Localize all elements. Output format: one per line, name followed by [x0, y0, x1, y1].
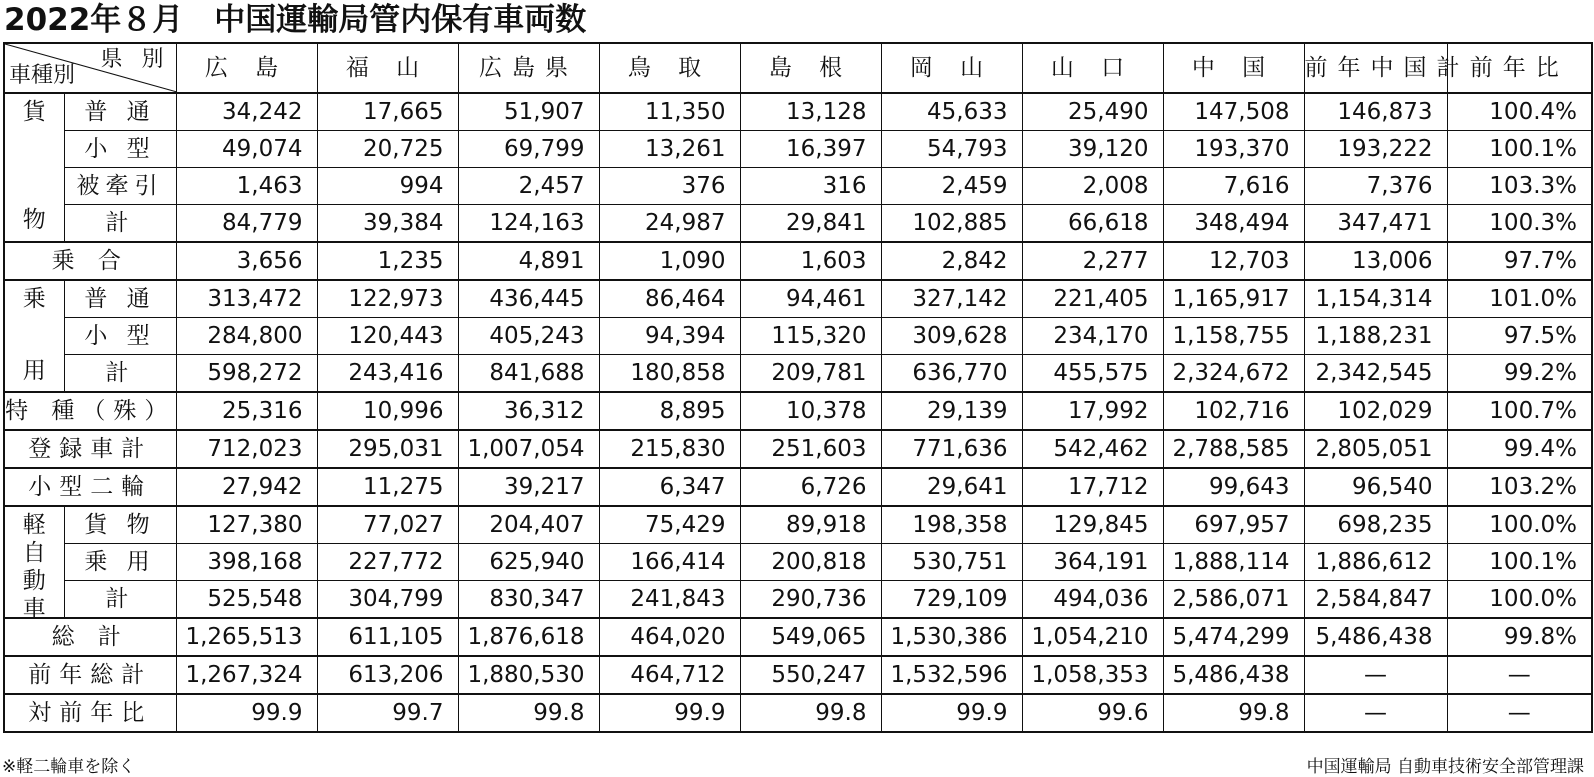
table-row	[4, 506, 1592, 544]
value-cell: 166,414	[599, 544, 740, 581]
value-cell: 66,618	[1022, 205, 1163, 243]
value-cell: 405,243	[458, 318, 599, 355]
value-cell: 96,540	[1304, 468, 1447, 506]
column-header: 中 国	[1163, 43, 1304, 93]
value-cell: —	[1304, 656, 1447, 694]
value-cell: 1,267,324	[176, 656, 317, 694]
value-cell: 51,907	[458, 93, 599, 131]
value-cell: 215,830	[599, 430, 740, 468]
value-cell: 525,548	[176, 581, 317, 619]
value-cell: 180,858	[599, 355, 740, 393]
value-cell: 146,873	[1304, 93, 1447, 131]
value-cell: 2,342,545	[1304, 355, 1447, 393]
row-label: 前年総計	[4, 656, 176, 694]
value-cell: 94,394	[599, 318, 740, 355]
value-cell: 625,940	[458, 544, 599, 581]
value-cell: 29,139	[881, 392, 1022, 430]
corner-bottom-label: 車種別	[9, 63, 76, 88]
value-cell: 94,461	[740, 280, 881, 318]
value-cell: 84,779	[176, 205, 317, 243]
value-cell: 12,703	[1163, 242, 1304, 280]
value-cell: 193,370	[1163, 131, 1304, 168]
value-cell: 304,799	[317, 581, 458, 619]
value-cell: 3,656	[176, 242, 317, 280]
value-cell: 100.0%	[1447, 581, 1592, 619]
value-cell: 2,008	[1022, 168, 1163, 205]
value-cell: 39,384	[317, 205, 458, 243]
vehicle-count-table	[3, 42, 1593, 733]
value-cell: 34,242	[176, 93, 317, 131]
value-cell: 24,987	[599, 205, 740, 243]
value-cell: 2,788,585	[1163, 430, 1304, 468]
value-cell: 243,416	[317, 355, 458, 393]
value-cell: 636,770	[881, 355, 1022, 393]
value-cell: 1,007,054	[458, 430, 599, 468]
row-label: 普 通	[64, 280, 176, 318]
value-cell: 17,992	[1022, 392, 1163, 430]
value-cell: 10,378	[740, 392, 881, 430]
table-row	[4, 392, 1592, 430]
table-row	[4, 430, 1592, 468]
value-cell: 464,020	[599, 618, 740, 656]
value-cell: 100.1%	[1447, 544, 1592, 581]
table-row	[4, 355, 1592, 393]
value-cell: 6,726	[740, 468, 881, 506]
table-row	[4, 581, 1592, 619]
value-cell: 77,027	[317, 506, 458, 544]
column-header: 福 山	[317, 43, 458, 93]
value-cell: 2,457	[458, 168, 599, 205]
value-cell: 97.5%	[1447, 318, 1592, 355]
value-cell: 10,996	[317, 392, 458, 430]
value-cell: 129,845	[1022, 506, 1163, 544]
column-header: 広 島	[176, 43, 317, 93]
value-cell: 204,407	[458, 506, 599, 544]
value-cell: 99,643	[1163, 468, 1304, 506]
row-label: 普 通	[64, 93, 176, 131]
value-cell: 234,170	[1022, 318, 1163, 355]
value-cell: 1,463	[176, 168, 317, 205]
value-cell: 2,324,672	[1163, 355, 1304, 393]
table-row	[4, 205, 1592, 243]
value-cell: 49,074	[176, 131, 317, 168]
value-cell: 99.9	[176, 694, 317, 732]
table-row	[4, 694, 1592, 732]
value-cell: 16,397	[740, 131, 881, 168]
value-cell: 2,459	[881, 168, 1022, 205]
value-cell: 2,842	[881, 242, 1022, 280]
value-cell: 364,191	[1022, 544, 1163, 581]
row-label: 小型二輪	[4, 468, 176, 506]
value-cell: 613,206	[317, 656, 458, 694]
table-row	[4, 318, 1592, 355]
value-cell: 29,641	[881, 468, 1022, 506]
value-cell: 100.7%	[1447, 392, 1592, 430]
value-cell: 39,217	[458, 468, 599, 506]
value-cell: 99.9	[599, 694, 740, 732]
value-cell: 13,006	[1304, 242, 1447, 280]
value-cell: 1,530,386	[881, 618, 1022, 656]
value-cell: 99.7	[317, 694, 458, 732]
value-cell: 198,358	[881, 506, 1022, 544]
value-cell: 2,277	[1022, 242, 1163, 280]
table-row	[4, 618, 1592, 656]
value-cell: 4,891	[458, 242, 599, 280]
value-cell: 25,490	[1022, 93, 1163, 131]
value-cell: 103.3%	[1447, 168, 1592, 205]
value-cell: 101.0%	[1447, 280, 1592, 318]
value-cell: 122,973	[317, 280, 458, 318]
value-cell: 97.7%	[1447, 242, 1592, 280]
value-cell: —	[1447, 694, 1592, 732]
value-cell: 398,168	[176, 544, 317, 581]
column-header: 鳥 取	[599, 43, 740, 93]
value-cell: 313,472	[176, 280, 317, 318]
value-cell: 347,471	[1304, 205, 1447, 243]
value-cell: 29,841	[740, 205, 881, 243]
row-label: 計	[64, 581, 176, 619]
value-cell: 290,736	[740, 581, 881, 619]
row-label: 被牽引	[64, 168, 176, 205]
value-cell: 20,725	[317, 131, 458, 168]
corner-cell	[4, 43, 176, 93]
value-cell: 193,222	[1304, 131, 1447, 168]
value-cell: 2,586,071	[1163, 581, 1304, 619]
table-row	[4, 168, 1592, 205]
value-cell: 841,688	[458, 355, 599, 393]
value-cell: 100.3%	[1447, 205, 1592, 243]
value-cell: 542,462	[1022, 430, 1163, 468]
value-cell: 147,508	[1163, 93, 1304, 131]
value-cell: 11,350	[599, 93, 740, 131]
value-cell: 89,918	[740, 506, 881, 544]
value-cell: 316	[740, 168, 881, 205]
table-row	[4, 131, 1592, 168]
value-cell: 99.4%	[1447, 430, 1592, 468]
value-cell: 1,888,114	[1163, 544, 1304, 581]
value-cell: 611,105	[317, 618, 458, 656]
value-cell: 1,054,210	[1022, 618, 1163, 656]
value-cell: 549,065	[740, 618, 881, 656]
value-cell: 712,023	[176, 430, 317, 468]
value-cell: 5,474,299	[1163, 618, 1304, 656]
table-row	[4, 242, 1592, 280]
value-cell: 7,376	[1304, 168, 1447, 205]
value-cell: 127,380	[176, 506, 317, 544]
value-cell: 2,805,051	[1304, 430, 1447, 468]
group-label-passenger: 乗 用	[4, 280, 64, 392]
value-cell: 17,712	[1022, 468, 1163, 506]
value-cell: 102,029	[1304, 392, 1447, 430]
value-cell: 120,443	[317, 318, 458, 355]
value-cell: —	[1304, 694, 1447, 732]
value-cell: —	[1447, 656, 1592, 694]
row-label: 計	[64, 355, 176, 393]
value-cell: 327,142	[881, 280, 1022, 318]
value-cell: 102,716	[1163, 392, 1304, 430]
row-label: 乗 合	[4, 242, 176, 280]
value-cell: 124,163	[458, 205, 599, 243]
value-cell: 1,265,513	[176, 618, 317, 656]
value-cell: 102,885	[881, 205, 1022, 243]
value-cell: 830,347	[458, 581, 599, 619]
value-cell: 99.9	[881, 694, 1022, 732]
value-cell: 1,154,314	[1304, 280, 1447, 318]
value-cell: 13,128	[740, 93, 881, 131]
value-cell: 86,464	[599, 280, 740, 318]
column-header: 前年中国計	[1304, 43, 1447, 93]
row-label: 小 型	[64, 131, 176, 168]
row-label: 小 型	[64, 318, 176, 355]
value-cell: 295,031	[317, 430, 458, 468]
value-cell: 1,235	[317, 242, 458, 280]
value-cell: 99.8	[1163, 694, 1304, 732]
value-cell: 99.8	[740, 694, 881, 732]
value-cell: 227,772	[317, 544, 458, 581]
footnote: ※軽二輪車を除く	[2, 757, 136, 777]
source-note: 中国運輸局 自動車技術安全部管理課	[1306, 757, 1584, 777]
row-label: 対前年比	[4, 694, 176, 732]
column-header: 岡 山	[881, 43, 1022, 93]
value-cell: 1,532,596	[881, 656, 1022, 694]
row-label: 乗 用	[64, 544, 176, 581]
group-label-cargo: 貨 物	[4, 93, 64, 242]
value-cell: 1,165,917	[1163, 280, 1304, 318]
value-cell: 1,876,618	[458, 618, 599, 656]
table-row	[4, 280, 1592, 318]
value-cell: 25,316	[176, 392, 317, 430]
value-cell: 13,261	[599, 131, 740, 168]
corner-top-label: 県 別	[100, 47, 170, 72]
value-cell: 348,494	[1163, 205, 1304, 243]
value-cell: 241,843	[599, 581, 740, 619]
value-cell: 455,575	[1022, 355, 1163, 393]
value-cell: 100.1%	[1447, 131, 1592, 168]
value-cell: 1,058,353	[1022, 656, 1163, 694]
value-cell: 27,942	[176, 468, 317, 506]
value-cell: 115,320	[740, 318, 881, 355]
value-cell: 771,636	[881, 430, 1022, 468]
group-label-kei: 軽 自 動 車	[4, 506, 64, 618]
value-cell: 697,957	[1163, 506, 1304, 544]
value-cell: 221,405	[1022, 280, 1163, 318]
value-cell: 100.4%	[1447, 93, 1592, 131]
value-cell: 530,751	[881, 544, 1022, 581]
value-cell: 36,312	[458, 392, 599, 430]
value-cell: 729,109	[881, 581, 1022, 619]
value-cell: 6,347	[599, 468, 740, 506]
value-cell: 5,486,438	[1163, 656, 1304, 694]
value-cell: 436,445	[458, 280, 599, 318]
row-label: 特 種（殊）	[4, 392, 176, 430]
value-cell: 284,800	[176, 318, 317, 355]
value-cell: 200,818	[740, 544, 881, 581]
value-cell: 75,429	[599, 506, 740, 544]
value-cell: 1,090	[599, 242, 740, 280]
header-row	[4, 43, 1592, 93]
table-row	[4, 93, 1592, 131]
value-cell: 39,120	[1022, 131, 1163, 168]
value-cell: 494,036	[1022, 581, 1163, 619]
value-cell: 550,247	[740, 656, 881, 694]
value-cell: 17,665	[317, 93, 458, 131]
row-label: 貨 物	[64, 506, 176, 544]
value-cell: 99.8%	[1447, 618, 1592, 656]
value-cell: 99.6	[1022, 694, 1163, 732]
page-title: 2022年８月 中国運輸局管内保有車両数	[4, 2, 587, 38]
column-header: 広島県	[458, 43, 599, 93]
value-cell: 1,880,530	[458, 656, 599, 694]
column-header: 山 口	[1022, 43, 1163, 93]
row-label: 登録車計	[4, 430, 176, 468]
table-row	[4, 468, 1592, 506]
value-cell: 8,895	[599, 392, 740, 430]
column-header: 前年比	[1447, 43, 1592, 93]
value-cell: 698,235	[1304, 506, 1447, 544]
value-cell: 1,188,231	[1304, 318, 1447, 355]
value-cell: 11,275	[317, 468, 458, 506]
column-header: 島 根	[740, 43, 881, 93]
value-cell: 100.0%	[1447, 506, 1592, 544]
row-label: 総 計	[4, 618, 176, 656]
value-cell: 309,628	[881, 318, 1022, 355]
value-cell: 994	[317, 168, 458, 205]
value-cell: 54,793	[881, 131, 1022, 168]
value-cell: 1,886,612	[1304, 544, 1447, 581]
value-cell: 99.8	[458, 694, 599, 732]
value-cell: 7,616	[1163, 168, 1304, 205]
value-cell: 45,633	[881, 93, 1022, 131]
table-row	[4, 544, 1592, 581]
table-row	[4, 656, 1592, 694]
value-cell: 99.2%	[1447, 355, 1592, 393]
value-cell: 464,712	[599, 656, 740, 694]
value-cell: 5,486,438	[1304, 618, 1447, 656]
value-cell: 2,584,847	[1304, 581, 1447, 619]
row-label: 計	[64, 205, 176, 243]
value-cell: 598,272	[176, 355, 317, 393]
value-cell: 1,603	[740, 242, 881, 280]
value-cell: 103.2%	[1447, 468, 1592, 506]
value-cell: 1,158,755	[1163, 318, 1304, 355]
value-cell: 69,799	[458, 131, 599, 168]
value-cell: 209,781	[740, 355, 881, 393]
value-cell: 251,603	[740, 430, 881, 468]
value-cell: 376	[599, 168, 740, 205]
